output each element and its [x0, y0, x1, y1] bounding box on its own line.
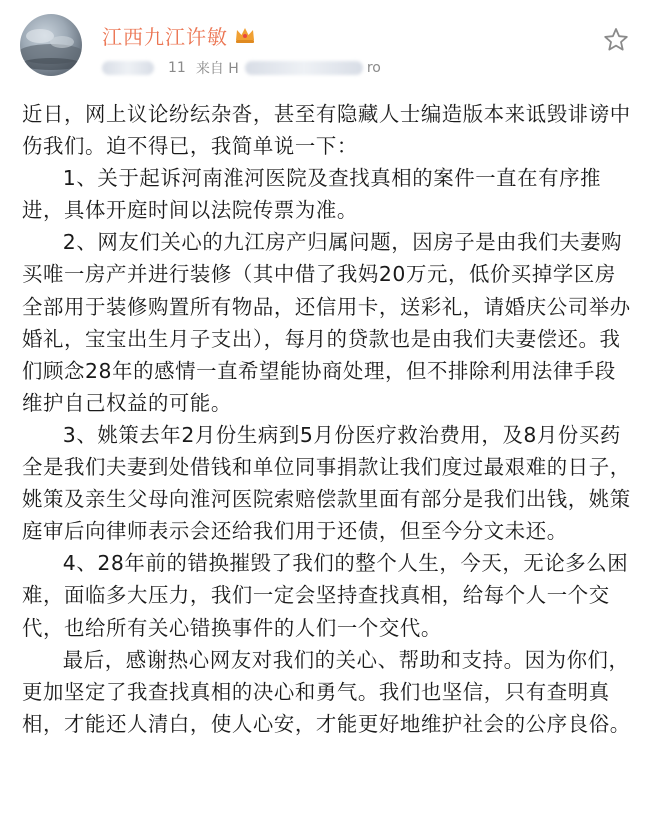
- blurred-source: [245, 61, 363, 75]
- paragraph-intro: 近日，网上议论纷纭杂沓，甚至有隐藏人士编造版本来诋毁诽谤中伤我们。迫不得已，我简单说一下：: [22, 102, 631, 159]
- star-outline-icon[interactable]: [602, 26, 630, 54]
- paragraph-1: 1、关于起诉河南淮河医院及查找真相的案件一直在有序推进，具体开庭时间以法院传票为准。: [22, 166, 602, 223]
- post-body: [22, 98, 632, 740]
- post-header: [0, 0, 650, 92]
- post-time: 11: [168, 60, 186, 76]
- post-source-suffix: ro: [366, 60, 381, 76]
- paragraph-3: 3、姚策去年2月份生病到5月份医疗救治费用，及8月份买药全是我们夫妻到处借钱和单位同事捐款让我们度过最艰难的日子，姚策及亲生父母向淮河医院索赔偿款里面有部分是我们出钱，姚策庭审后向律师表示会还给我们用于还债，但至今分文未还。: [22, 422, 631, 544]
- avatar[interactable]: [20, 14, 82, 76]
- post-meta: [102, 57, 381, 79]
- crown-icon: [234, 25, 256, 45]
- author-name[interactable]: 江西九江许敏: [102, 24, 228, 49]
- paragraph-closing: 最后，感谢热心网友对我们的关心、帮助和支持。因为你们，更加坚定了我查找真相的决心和勇气。我们也坚信，只有查明真相，才能还人清白，使人心安，才能更好地维护社会的公序良俗。: [22, 647, 631, 736]
- paragraph-4: 4、28年前的错换摧毁了我们的整个人生，今天，无论多么困难，面临多大压力，我们一定会坚持查找真相，给每个人一个交代，也给所有关心错换事件的人们一个交代。: [22, 551, 629, 640]
- avatar-image: [20, 14, 82, 76]
- author-line: [102, 20, 256, 50]
- post-source-prefix: 来自 H: [195, 61, 239, 77]
- blurred-date: [102, 61, 154, 75]
- paragraph-2: 2、网友们关心的九江房产归属问题，因房子是由我们夫妻购买唯一房产并进行装修（其中借了我妈20万元，低价买掉学区房全部用于装修购置所有物品，还信用卡，送彩礼，请婚庆公司举办婚礼，宝宝出生月子支出），每月的贷款也是由我们夫妻偿还。我们顾念28年的感情一直希望能协商处理，但不排除利用法律手段维护自己权益的可能。: [22, 230, 631, 415]
